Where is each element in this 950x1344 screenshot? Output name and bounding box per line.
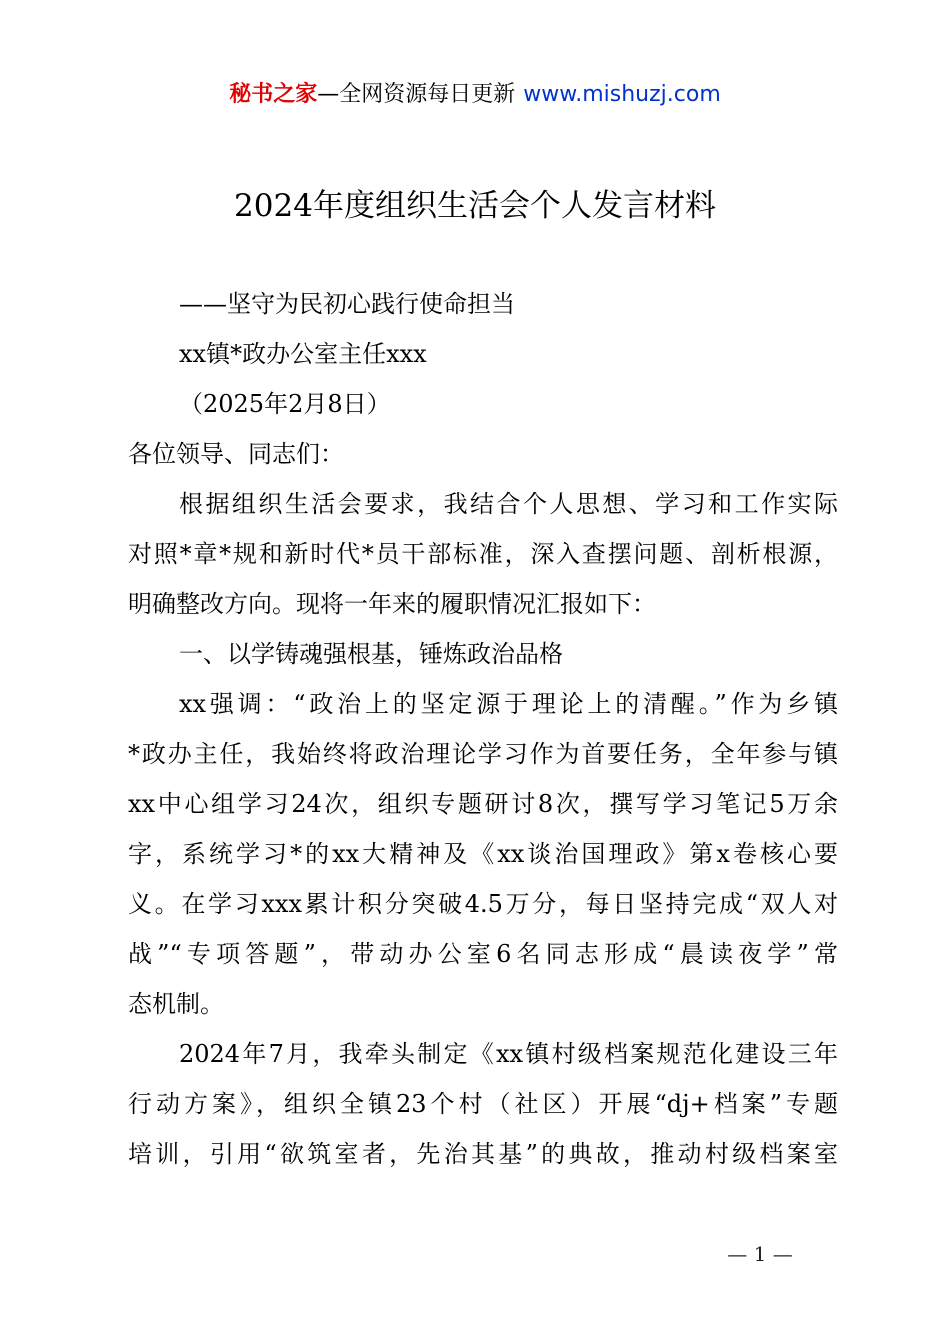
body-line: 明确整改方向。现将一年来的履职情况汇报如下： [128,590,656,618]
section-heading: 一、以学铸魂强根基，锤炼政治品格 [179,640,563,668]
body-line: 战”“专项答题”，带动办公室6名同志形成“晨读夜学”常 [128,940,838,968]
body-line: 行动方案》，组织全镇23个村（社区）开展“dj+档案”专题 [128,1090,838,1118]
body-line: 2024年7月，我牵头制定《xx镇村级档案规范化建设三年 [179,1040,838,1068]
page-number: — 1 — [727,1242,793,1266]
body-line: 对照*章*规和新时代*员干部标准，深入查摆问题、剖析根源， [128,540,838,568]
body-line: 义。在学习xxx累计积分突破4.5万分，每日坚持完成“双人对 [128,890,838,918]
body-line: 字，系统学习*的xx大精神及《xx谈治国理政》第x卷核心要 [128,840,838,868]
document-title: 2024年度组织生活会个人发言材料 [234,188,716,224]
salutation: 各位领导、同志们： [128,440,344,468]
document-subtitle: ——坚守为民初心践行使命担当 [179,290,515,318]
body-line: 培训，引用“欲筑室者，先治其基”的典故，推动村级档案室 [128,1140,838,1168]
site-header [0,80,950,110]
body-line: 态机制。 [128,990,224,1018]
document-author: xx镇*政办公室主任xxx [179,340,427,368]
body-line: 根据组织生活会要求，我结合个人思想、学习和工作实际 [179,490,838,518]
body-line: xx强调：“政治上的坚定源于理论上的清醒。”作为乡镇 [179,690,838,718]
site-url-link[interactable]: www.mishuzj.com [523,82,721,107]
document-date: （2025年2月8日） [179,390,391,418]
header-tagline: —全网资源每日更新 [317,82,516,107]
brand-name: 秘书之家 [229,82,318,107]
body-line: *政办主任，我始终将政治理论学习作为首要任务，全年参与镇 [128,740,838,768]
body-line: xx中心组学习24次，组织专题研讨8次，撰写学习笔记5万余 [128,790,838,818]
